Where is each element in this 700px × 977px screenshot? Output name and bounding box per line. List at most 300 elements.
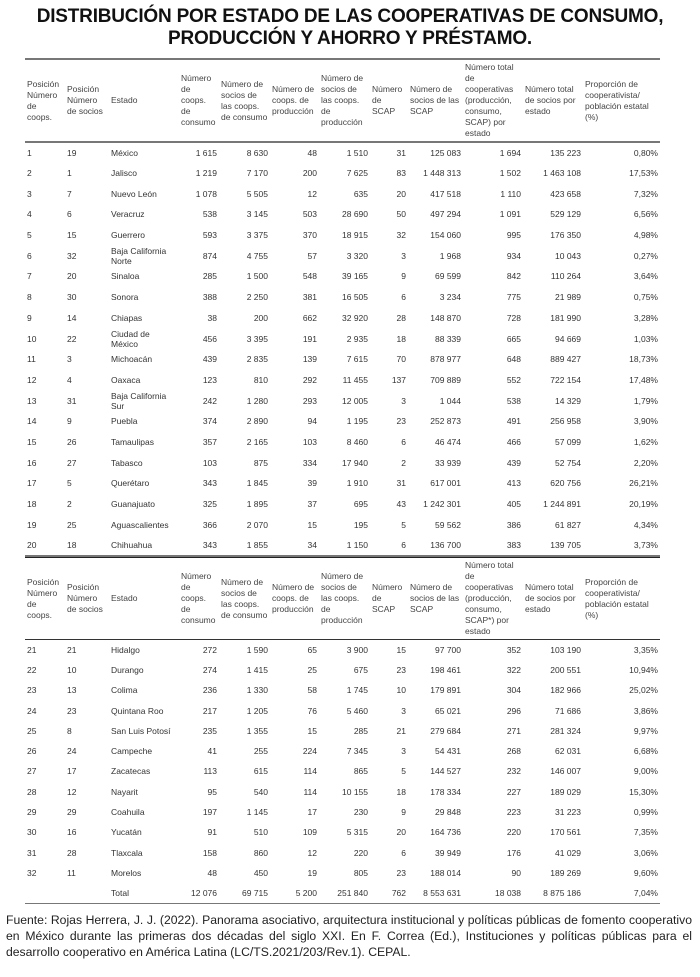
- cell-socios-produccion: 195: [353, 519, 368, 530]
- cell-coops-produccion: 224: [302, 746, 317, 757]
- cell-socios-produccion: 3 900: [346, 644, 368, 655]
- cell-total-coops: 232: [506, 766, 521, 777]
- header-total-coops: Número total de cooperativas (producción, consumo, SCAP) por estado: [463, 59, 523, 142]
- cell-estado: Quintana Roo: [111, 705, 164, 716]
- cell-socios-produccion: 1 510: [346, 147, 368, 158]
- cell-proporcion: 3,90%: [633, 416, 658, 427]
- cell-total-coops: 296: [506, 705, 521, 716]
- cell-socios-consumo: 2 250: [246, 292, 268, 303]
- cell-pos-coops: 32: [27, 867, 37, 878]
- cell-total-socios: 21 989: [555, 292, 581, 303]
- header-row: [25, 558, 660, 640]
- cell-coops-produccion: 39: [307, 478, 317, 489]
- table-row: [25, 390, 660, 411]
- cell-socios-produccion: 7 345: [346, 746, 368, 757]
- cell-coops-produccion: 548: [302, 271, 317, 282]
- cell-num-scap: 137: [391, 374, 406, 385]
- cell-estado: Ciudad de México: [111, 328, 150, 349]
- table-row: [25, 822, 660, 842]
- cell-proporcion: 4,98%: [633, 230, 658, 241]
- cell-socios-produccion: 1 195: [346, 416, 368, 427]
- cell-proporcion: 1,79%: [633, 395, 658, 406]
- cell-total-socios: 256 958: [550, 416, 581, 427]
- cell-socios-produccion: 805: [353, 867, 368, 878]
- cell-total-coops: 1 694: [499, 147, 521, 158]
- cell-num-scap: 15: [396, 644, 406, 655]
- cell-socios-consumo: 1 500: [246, 271, 268, 282]
- source-citation: Fuente: Rojas Herrera, J. J. (2022). Panorama asociativo, arquitectura institucional y políticas públicas de fomento cooperativo en México durante las primeras dos décadas del siglo XXI. En F. Correa (Ed.), Instituciones y políticas públicas para el desarrollo cooperativo en América Latina (LC/TS.2021/203/Rev.1). CEPAL.: [6, 913, 692, 959]
- table-row: [25, 411, 660, 432]
- header-socios-produccion: Número de socios de las coops. de producción: [319, 59, 370, 142]
- header-proporcion: Proporción de cooperativista/ población estatal (%): [583, 59, 660, 142]
- cell-socios-consumo: 5 505: [246, 188, 268, 199]
- cell-total-socios: 200 551: [550, 664, 581, 675]
- cell-total-coops: 466: [506, 436, 521, 447]
- cell-total-coops: 538: [506, 395, 521, 406]
- cell-socios-produccion: 675: [353, 664, 368, 675]
- cell-coops-consumo: 1 615: [195, 147, 217, 158]
- cell-num-scap: 3: [401, 746, 406, 757]
- header-coops-consumo: Número de coops. de consumo: [179, 59, 219, 142]
- cell-num-scap: 20: [396, 188, 406, 199]
- header-estado: Estado: [109, 59, 179, 142]
- cell-total-coops: 1 502: [499, 168, 521, 179]
- cell-socios-consumo: 69 715: [242, 887, 268, 898]
- cell-estado: Chiapas: [111, 312, 143, 323]
- cell-socios-scap: 8 553 631: [423, 887, 461, 898]
- table-row: [25, 721, 660, 741]
- cell-socios-consumo: 1 280: [246, 395, 268, 406]
- table-row: [25, 452, 660, 473]
- cell-coops-produccion: 57: [307, 250, 317, 261]
- cell-estado: Tabasco: [111, 457, 143, 468]
- cell-total-socios: 10 043: [555, 250, 581, 261]
- cell-total-coops: 386: [506, 519, 521, 530]
- cell-pos-coops: 8: [27, 292, 32, 303]
- cell-coops-produccion: 5 200: [295, 887, 317, 898]
- cell-estado: Colima: [111, 685, 138, 696]
- cell-proporcion: 3,64%: [633, 271, 658, 282]
- cell-estado: Morelos: [111, 867, 142, 878]
- cell-socios-scap: 33 939: [435, 457, 461, 468]
- cell-estado: Baja California Norte: [111, 245, 167, 266]
- cell-total-socios: 135 223: [550, 147, 581, 158]
- cell-socios-scap: 179 891: [430, 685, 461, 696]
- cell-total-coops: 665: [506, 333, 521, 344]
- cell-total-coops: 552: [506, 374, 521, 385]
- cell-estado: Nuevo León: [111, 188, 157, 199]
- cell-socios-consumo: 4 755: [246, 250, 268, 261]
- table-row: [25, 494, 660, 515]
- cell-pos-socios: [65, 883, 109, 903]
- cell-proporcion: 3,73%: [633, 539, 658, 550]
- cell-socios-produccion: 635: [353, 188, 368, 199]
- cell-coops-consumo: 95: [207, 786, 217, 797]
- cell-pos-coops: 20: [27, 539, 37, 550]
- cell-coops-consumo: 538: [202, 209, 217, 220]
- cell-estado: Total: [111, 887, 129, 898]
- cell-pos-coops: 4: [27, 209, 32, 220]
- cell-proporcion: 9,97%: [633, 725, 658, 736]
- cell-socios-produccion: 220: [353, 847, 368, 858]
- cell-total-coops: 18 038: [495, 887, 521, 898]
- cell-total-socios: 189 029: [550, 786, 581, 797]
- table-row: [25, 432, 660, 453]
- cell-total-socios: 94 669: [555, 333, 581, 344]
- cell-estado: Nayarit: [111, 786, 138, 797]
- cell-num-scap: 31: [396, 147, 406, 158]
- cell-estado: Tlaxcala: [111, 847, 143, 858]
- cell-socios-produccion: 18 915: [342, 230, 368, 241]
- cell-socios-scap: 1 448 313: [423, 168, 461, 179]
- cell-num-scap: 3: [401, 395, 406, 406]
- cell-estado: Campeche: [111, 746, 153, 757]
- cell-total-coops: 1 091: [499, 209, 521, 220]
- table-row: [25, 266, 660, 287]
- cell-total-coops: 383: [506, 539, 521, 550]
- cell-coops-produccion: 12: [307, 847, 317, 858]
- cell-socios-produccion: 8 460: [346, 436, 368, 447]
- cell-num-scap: 6: [401, 847, 406, 858]
- cell-pos-socios: 29: [67, 807, 77, 818]
- table-row: [25, 863, 660, 883]
- table-row: [25, 473, 660, 494]
- header-socios-scap: Número de socios de las SCAP: [408, 558, 463, 640]
- cell-num-scap: 18: [396, 786, 406, 797]
- table-row: [25, 514, 660, 535]
- cell-coops-produccion: 334: [302, 457, 317, 468]
- cell-total-coops: 304: [506, 685, 521, 696]
- table-row: [25, 802, 660, 822]
- cell-total-socios: 281 324: [550, 725, 581, 736]
- cell-socios-produccion: 1 745: [346, 685, 368, 696]
- cell-coops-produccion: 65: [307, 644, 317, 655]
- cell-socios-produccion: 5 460: [346, 705, 368, 716]
- cell-total-socios: 189 269: [550, 867, 581, 878]
- cell-pos-socios: 2: [67, 499, 72, 510]
- cell-coops-consumo: 123: [202, 374, 217, 385]
- cell-pos-coops: 12: [27, 374, 37, 385]
- cell-pos-coops: 25: [27, 725, 37, 736]
- cell-coops-produccion: 58: [307, 685, 317, 696]
- cell-socios-produccion: 16 505: [342, 292, 368, 303]
- cell-coops-produccion: 15: [307, 519, 317, 530]
- cell-coops-consumo: 217: [202, 705, 217, 716]
- cell-coops-produccion: 114: [303, 766, 317, 777]
- table-row: [25, 204, 660, 225]
- table-row: [25, 225, 660, 246]
- cell-socios-produccion: 2 935: [346, 333, 368, 344]
- cell-total-coops: 220: [506, 827, 521, 838]
- cell-num-scap: 5: [401, 766, 406, 777]
- cell-proporcion: 2,20%: [633, 457, 658, 468]
- cell-socios-consumo: 2 835: [246, 354, 268, 365]
- cell-proporcion: 3,35%: [633, 644, 658, 655]
- cell-coops-consumo: 38: [207, 312, 217, 323]
- cell-proporcion: 0,27%: [633, 250, 658, 261]
- cell-socios-consumo: 1 355: [246, 725, 268, 736]
- cell-socios-scap: 148 870: [430, 312, 461, 323]
- cell-total-coops: 90: [511, 867, 521, 878]
- cell-pos-coops: 7: [27, 271, 32, 282]
- cell-coops-produccion: 15: [307, 725, 317, 736]
- cell-socios-scap: 46 474: [435, 436, 461, 447]
- cell-estado: Hidalgo: [111, 644, 140, 655]
- cell-socios-produccion: 3 320: [346, 250, 368, 261]
- cell-num-scap: 21: [396, 725, 406, 736]
- cell-num-scap: 18: [396, 333, 406, 344]
- cell-total-coops: 934: [506, 250, 521, 261]
- cell-socios-scap: 65 021: [435, 705, 461, 716]
- cell-socios-produccion: 695: [353, 499, 368, 510]
- cell-total-socios: 889 427: [550, 354, 581, 365]
- header-num-scap: Número de SCAP: [370, 59, 408, 142]
- cell-estado: México: [111, 147, 138, 158]
- cell-socios-scap: 188 014: [430, 867, 461, 878]
- cell-socios-consumo: 1 415: [246, 664, 268, 675]
- header-estado: Estado: [109, 558, 179, 640]
- cell-socios-scap: 39 949: [435, 847, 461, 858]
- cell-coops-produccion: 37: [307, 499, 317, 510]
- table-row: [25, 163, 660, 184]
- cell-pos-socios: 23: [67, 705, 77, 716]
- cell-num-scap: 10: [396, 685, 406, 696]
- cell-num-scap: 23: [396, 416, 406, 427]
- cell-total-socios: 62 031: [555, 746, 581, 757]
- cell-pos-coops: 30: [27, 827, 37, 838]
- total-row: [25, 883, 660, 903]
- cell-total-socios: 423 658: [550, 188, 581, 199]
- cell-pos-socios: 13: [67, 685, 77, 696]
- cell-coops-consumo: 242: [202, 395, 217, 406]
- cell-estado: Sinaloa: [111, 271, 140, 282]
- header-coops-produccion: Número de coops. de producción: [270, 59, 319, 142]
- cell-total-coops: 1 110: [500, 188, 521, 199]
- cell-socios-scap: 144 527: [430, 766, 461, 777]
- cell-pos-socios: 19: [67, 147, 77, 158]
- cell-coops-produccion: 17: [307, 807, 317, 818]
- cell-coops-consumo: 456: [202, 333, 217, 344]
- cell-pos-socios: 24: [67, 746, 77, 757]
- cell-pos-socios: 7: [67, 188, 72, 199]
- cell-socios-scap: 1 968: [439, 250, 461, 261]
- cell-coops-consumo: 113: [203, 766, 217, 777]
- cell-coops-consumo: 285: [202, 271, 217, 282]
- cell-pos-socios: 1: [67, 168, 72, 179]
- cell-coops-consumo: 91: [207, 827, 217, 838]
- cell-coops-produccion: 292: [302, 374, 317, 385]
- cell-coops-consumo: 343: [202, 539, 217, 550]
- cell-socios-scap: 417 518: [430, 188, 461, 199]
- cell-socios-scap: 154 060: [430, 230, 461, 241]
- cell-socios-produccion: 12 005: [342, 395, 368, 406]
- cell-proporcion: 3,06%: [633, 847, 658, 858]
- cell-coops-produccion: 191: [302, 333, 317, 344]
- cell-proporcion: 4,34%: [633, 519, 658, 530]
- cell-pos-coops: 10: [27, 333, 37, 344]
- cell-coops-produccion: 34: [307, 539, 317, 550]
- cell-estado: Aguascalientes: [111, 519, 169, 530]
- cell-pos-socios: 21: [67, 644, 77, 655]
- header-socios-consumo: Número de socios de las coops. de consumo: [219, 558, 270, 640]
- cell-coops-consumo: 374: [202, 416, 217, 427]
- table-row: [25, 308, 660, 329]
- header-num-scap: Número de SCAP: [370, 558, 408, 640]
- cell-pos-socios: 18: [67, 539, 77, 550]
- cell-coops-produccion: 103: [302, 436, 317, 447]
- cell-socios-scap: 54 431: [435, 746, 461, 757]
- cell-proporcion: 17,53%: [629, 168, 658, 179]
- cell-num-scap: 6: [401, 292, 406, 303]
- cell-pos-coops: 11: [27, 354, 36, 365]
- cell-pos-socios: 25: [67, 519, 77, 530]
- cell-socios-consumo: 510: [253, 827, 268, 838]
- cell-socios-produccion: 7 615: [346, 354, 368, 365]
- cell-total-socios: 14 329: [555, 395, 581, 406]
- cell-pos-coops: 15: [27, 436, 37, 447]
- cell-total-coops: 227: [506, 786, 521, 797]
- cell-socios-scap: 69 599: [435, 271, 461, 282]
- cell-proporcion: 7,35%: [633, 827, 658, 838]
- cell-coops-produccion: 370: [302, 230, 317, 241]
- cell-num-scap: 5: [401, 519, 406, 530]
- cell-estado: San Luis Potosí: [111, 725, 171, 736]
- cell-proporcion: 9,00%: [633, 766, 658, 777]
- cell-socios-consumo: 1 205: [246, 705, 268, 716]
- cell-coops-consumo: 1 219: [195, 168, 217, 179]
- cell-socios-consumo: 1 145: [246, 807, 268, 818]
- cell-total-socios: 146 007: [550, 766, 581, 777]
- cell-estado: Michoacán: [111, 354, 153, 365]
- cell-total-coops: 322: [506, 664, 521, 675]
- cell-coops-produccion: 48: [307, 147, 317, 158]
- cell-total-socios: 31 223: [555, 807, 581, 818]
- cell-socios-produccion: 5 315: [346, 827, 368, 838]
- header-proporcion: Proporción de cooperativista/ población estatal (%): [583, 558, 660, 640]
- cell-pos-socios: 14: [67, 312, 77, 323]
- cell-socios-produccion: 1 150: [346, 539, 368, 550]
- cell-num-scap: 762: [391, 887, 406, 898]
- cell-coops-consumo: 41: [207, 746, 217, 757]
- cell-num-scap: 6: [401, 539, 406, 550]
- cell-pos-socios: 10: [67, 664, 77, 675]
- cell-pos-coops: 13: [27, 395, 37, 406]
- cell-total-socios: 181 990: [550, 312, 581, 323]
- table-row: [25, 328, 660, 349]
- cell-socios-consumo: 1 330: [246, 685, 268, 696]
- cell-coops-consumo: 12 076: [191, 887, 217, 898]
- table-row: [25, 349, 660, 370]
- table-row: [25, 640, 660, 660]
- cell-coops-consumo: 1 078: [195, 188, 217, 199]
- cell-proporcion: 1,62%: [633, 436, 658, 447]
- cell-pos-coops: 6: [27, 250, 32, 261]
- cell-socios-scap: 97 700: [435, 644, 461, 655]
- cell-num-scap: 32: [396, 230, 406, 241]
- cell-pos-socios: 4: [67, 374, 72, 385]
- cell-pos-socios: 26: [67, 436, 77, 447]
- cell-num-scap: 43: [396, 499, 406, 510]
- header-socios-consumo: Número de socios de las coops. de consumo: [219, 59, 270, 142]
- cell-estado: Sonora: [111, 292, 139, 303]
- cell-proporcion: 18,73%: [629, 354, 658, 365]
- table-row: [25, 680, 660, 700]
- cell-proporcion: 6,68%: [633, 746, 658, 757]
- cell-socios-consumo: 450: [253, 867, 268, 878]
- table-row: [25, 741, 660, 761]
- cell-pos-socios: 32: [67, 250, 77, 261]
- cell-total-coops: 271: [506, 725, 521, 736]
- cell-num-scap: 3: [401, 705, 406, 716]
- header-socios-scap: Número de socios de las SCAP: [408, 59, 463, 142]
- header-row: [25, 59, 660, 142]
- cell-total-socios: 182 966: [550, 685, 581, 696]
- cell-pos-socios: 16: [67, 827, 77, 838]
- cell-socios-produccion: 10 155: [342, 786, 368, 797]
- cell-proporcion: 10,94%: [629, 664, 658, 675]
- cell-proporcion: 0,80%: [633, 147, 658, 158]
- cell-total-coops: 352: [506, 644, 521, 655]
- cell-pos-socios: 15: [67, 230, 77, 241]
- table-row: [25, 370, 660, 391]
- cell-pos-coops: 16: [27, 457, 37, 468]
- cell-proporcion: 6,56%: [633, 209, 658, 220]
- cell-pos-coops: 21: [27, 644, 37, 655]
- cell-pos-coops: 27: [27, 766, 37, 777]
- cell-socios-scap: 59 562: [435, 519, 461, 530]
- cell-coops-produccion: 200: [302, 168, 317, 179]
- cell-num-scap: 2: [401, 457, 406, 468]
- cell-socios-scap: 617 001: [430, 478, 461, 489]
- cell-coops-produccion: 109: [302, 827, 317, 838]
- cell-coops-consumo: 439: [202, 354, 217, 365]
- cell-estado: Baja California Sur: [111, 390, 167, 411]
- cell-pos-coops: 17: [27, 478, 37, 489]
- cell-proporcion: 26,21%: [629, 478, 658, 489]
- cell-total-socios: 71 686: [555, 705, 581, 716]
- table-row: [25, 142, 660, 163]
- cell-pos-socios: 28: [67, 847, 77, 858]
- cell-total-socios: 1 244 891: [543, 499, 581, 510]
- cell-estado: Tamaulipas: [111, 436, 154, 447]
- cell-socios-scap: 29 848: [435, 807, 461, 818]
- cell-total-socios: 61 827: [555, 519, 581, 530]
- cell-pos-coops: 2: [27, 168, 32, 179]
- table-row: [25, 287, 660, 308]
- cell-socios-scap: 125 083: [430, 147, 461, 158]
- header-pos-socios: Posición Número de socios: [65, 558, 109, 640]
- cell-socios-consumo: 2 890: [246, 416, 268, 427]
- cell-pos-coops: 1: [27, 147, 32, 158]
- cell-num-scap: 28: [396, 312, 406, 323]
- cell-estado: Coahuila: [111, 807, 145, 818]
- cell-estado: Chihuahua: [111, 539, 153, 550]
- cell-total-socios: 170 561: [550, 827, 581, 838]
- cell-pos-coops: 23: [27, 685, 37, 696]
- cell-socios-scap: 178 334: [430, 786, 461, 797]
- cell-socios-consumo: 860: [253, 847, 268, 858]
- cell-socios-consumo: 1 590: [246, 644, 268, 655]
- cell-proporcion: 17,48%: [629, 374, 658, 385]
- table-row: [25, 761, 660, 781]
- cell-socios-produccion: 28 690: [342, 209, 368, 220]
- cell-socios-produccion: 32 920: [342, 312, 368, 323]
- cell-num-scap: 23: [396, 664, 406, 675]
- cell-proporcion: 3,86%: [633, 705, 658, 716]
- cell-num-scap: 31: [396, 478, 406, 489]
- cell-num-scap: 83: [396, 168, 406, 179]
- cell-estado: Veracruz: [111, 209, 145, 220]
